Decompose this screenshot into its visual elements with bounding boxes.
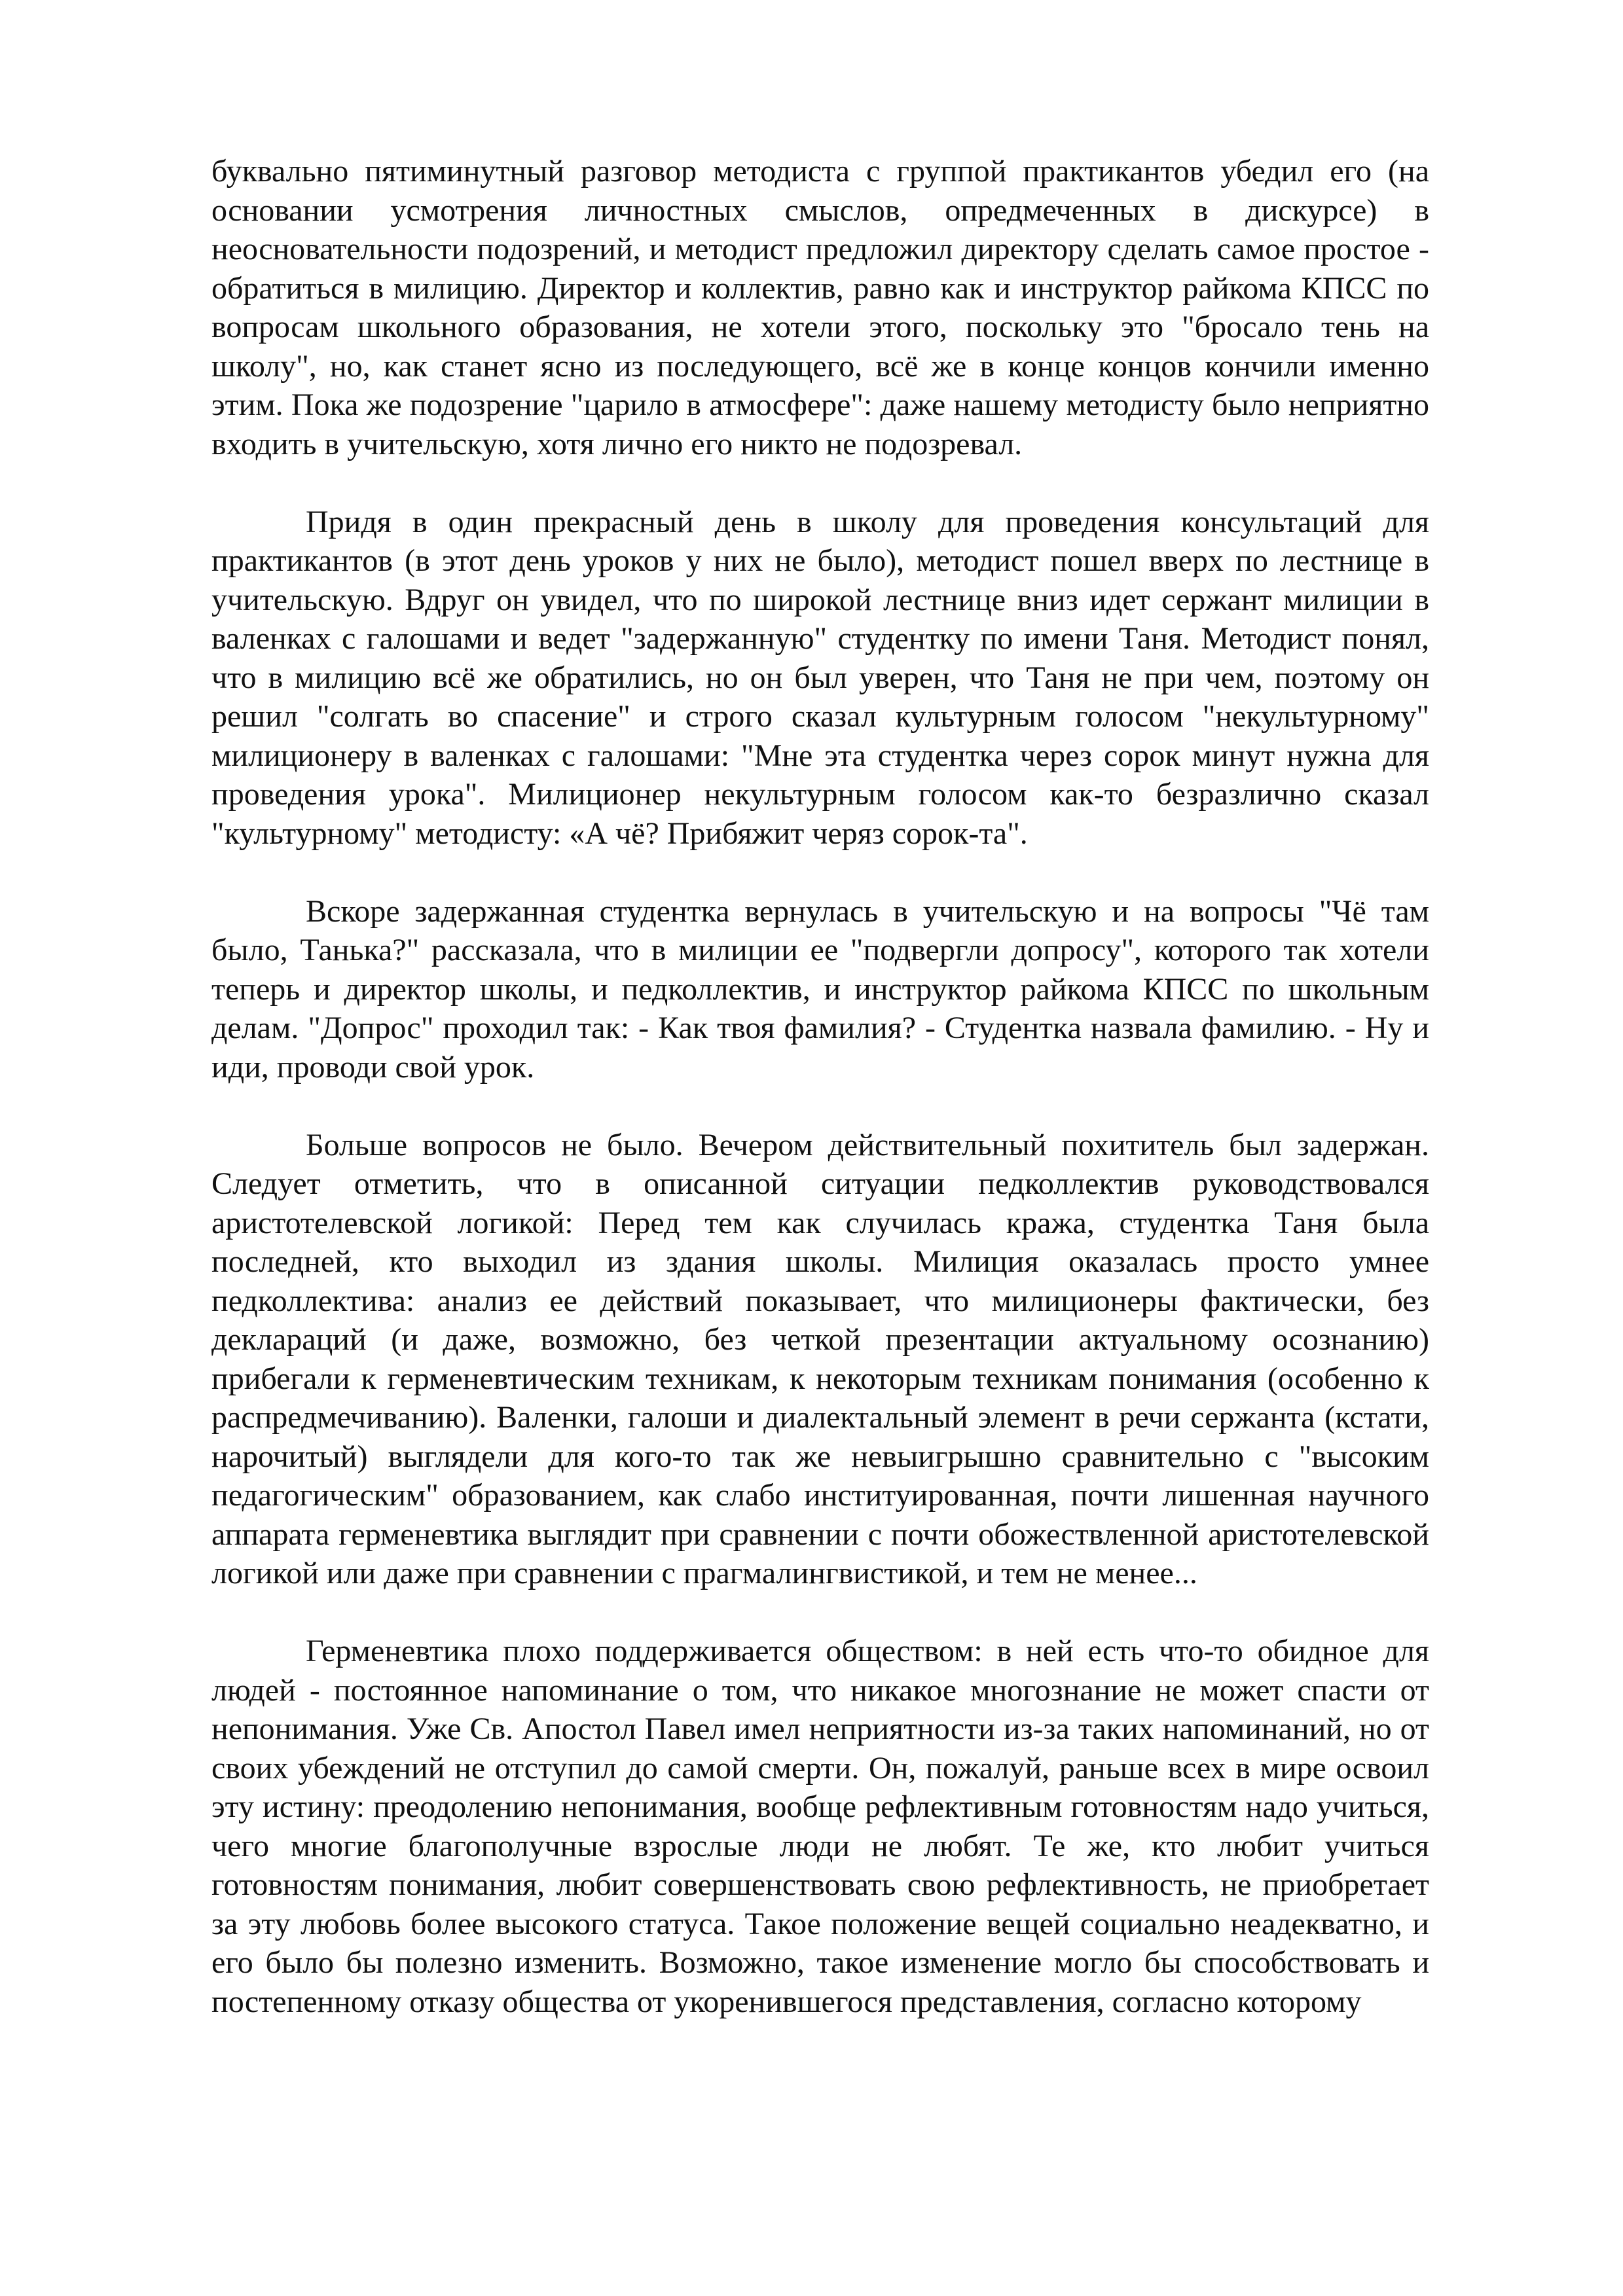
paragraph-2: Придя в один прекрасный день в школу для проведения консультаций для практикантов (в этот день уроков у них не было), методист пошел вверх по лестнице в учительскую. Вдруг он увидел, что по широкой лестнице вниз идет сержант милиции в валенках с галошами и ведет "задержанную" студентку по имени Таня. Методист понял, что в милицию всё же обратились, но он был уверен, что Таня не при чем, поэтому он решил "солгать во спасение" и строго сказал культурным голосом "некультурному" милиционеру в валенках с галошами: "Мне эта студентка через сорок минут нужна для проведения урока". Милиционер некультурным голосом как-то безразлично сказал "культурному" методисту: «А чё? Прибяжит черяз сорок-та". — [211, 504, 1429, 851]
paragraph-1: буквально пятиминутный разговор методиста с группой практикантов убедил его (на основании усмотрения личностных смыслов, опредмеченных в дискурсе) в неосновательности подозрений, и методист предложил директору сделать самое простое - обратиться в милицию. Директор и коллектив, равно как и инструктор райкома КПСС по вопросам школьного образования, не хотели этого, поскольку это "бросало тень на школу", но, как станет ясно из последующего, всё же в конце концов кончили именно этим. Пока же подозрение "царило в атмосфере": даже нашему методисту было неприятно входить в учительскую, хотя лично его никто не подозревал. — [211, 154, 1429, 461]
paragraph-4: Больше вопросов не было. Вечером действительный похититель был задержан. Следует отметить, что в описанной ситуации педколлектив руководствовался аристотелевской логикой: Перед тем как случилась кража, студентка Таня была последней, кто выходил из здания школы. Милиция оказалась просто умнее педколлектива: анализ ее действий показывает, что милиционеры фактически, без деклараций (и даже, возможно, без четкой презентации актуальному осознанию) прибегали к герменевтическим техникам, к некоторым техникам понимания (особенно к распредмечиванию). Валенки, галоши и диалектальный элемент в речи сержанта (кстати, нарочитый) выглядели для кого-то так же невыигрышно сравнительно с "высоким педагогическим" образованием, как слабо институированная, почти лишенная научного аппарата герменевтика выглядит при сравнении с почти обожествленной аристотелевской логикой или даже при сравнении с прагмалингвистикой, и тем не менее... — [211, 1127, 1429, 1590]
paragraph-3: Вскоре задержанная студентка вернулась в учительскую и на вопросы "Чё там было, Танька?" рассказала, что в милиции ее "подвергли допросу", которого так хотели теперь и директор школы, и педколлектив, и инструктор райкома КПСС по школьным делам. "Допрос" проходил так: - Как твоя фамилия? - Студентка назвала фамилию. - Ну и иди, проводи свой урок. — [211, 893, 1429, 1085]
document-page — [211, 152, 1429, 2021]
paragraph-5: Герменевтика плохо поддерживается обществом: в ней есть что-то обидное для людей - постоянное напоминание о том, что никакое многознание не может спасти от непонимания. Уже Св. Апостол Павел имел неприятности из-за таких напоминаний, но от своих убеждений не отступил до самой смерти. Он, пожалуй, раньше всех в мире освоил эту истину: преодолению непонимания, вообще рефлективным готовностям надо учиться, чего многие благополучные взрослые люди не любят. Те же, кто любит учиться готовностям понимания, любит совершенствовать свою рефлективность, не приобретает за эту любовь более высокого статуса. Такое положение вещей социально неадекватно, и его было бы полезно изменить. Возможно, такое изменение могло бы способствовать и постепенному отказу общества от укоренившегося представления, согласно которому — [211, 1634, 1429, 2019]
